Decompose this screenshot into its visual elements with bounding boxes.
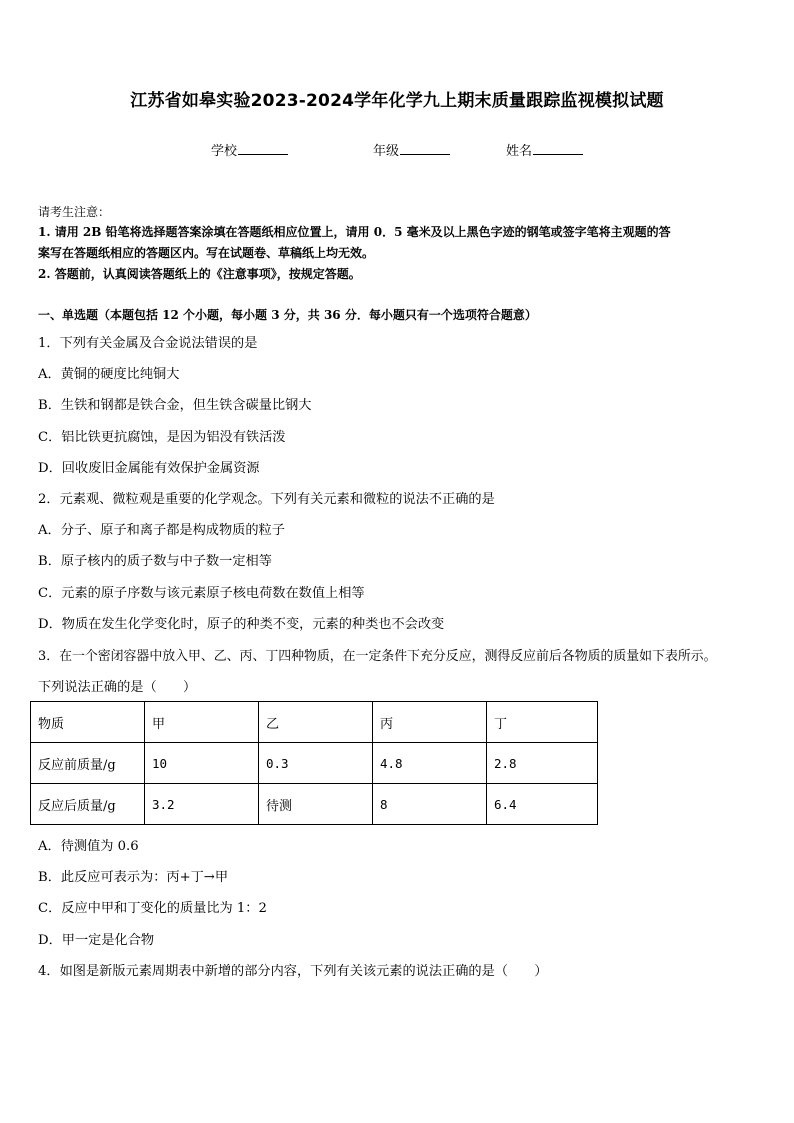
notice-item-1b: 案写在答题纸相应的答题区内。写在试题卷、草稿纸上均无效。 — [38, 246, 375, 260]
school-blank — [238, 142, 288, 155]
table-row — [31, 784, 598, 825]
q3-mass-table — [30, 701, 598, 825]
table-cell: 乙 — [259, 702, 373, 743]
q1-option-a: A．黄铜的硬度比纯铜大 — [38, 367, 180, 382]
grade-label: 年级 — [373, 144, 400, 159]
grade-blank — [400, 142, 450, 155]
q2-stem: 2．元素观、微粒观是重要的化学观念。下列有关元素和微粒的说法不正确的是 — [38, 492, 495, 507]
q2-option-a: A．分子、原子和离子都是构成物质的粒子 — [38, 523, 285, 538]
table-cell: 丙 — [373, 702, 487, 743]
table-cell: 待测 — [259, 784, 373, 825]
table-cell: 物质 — [31, 702, 145, 743]
table-cell: 10 — [145, 743, 259, 784]
q3-stem-line-1: 3．在一个密闭容器中放入甲、乙、丙、丁四种物质，在一定条件下充分反应，测得反应前后各物质的质量如下表所示。 — [38, 649, 717, 664]
table-cell: 0.3 — [259, 743, 373, 784]
q2-option-c: C．元素的原子序数与该元素原子核电荷数在数值上相等 — [38, 586, 365, 601]
table-cell: 丁 — [487, 702, 598, 743]
q3-stem-line-2: 下列说法正确的是（ ） — [38, 680, 197, 695]
exam-title: 江苏省如皋实验2023-2024学年化学九上期末质量跟踪监视模拟试题 — [130, 91, 664, 111]
name-blank — [533, 142, 583, 155]
q1-option-c: C．铝比铁更抗腐蚀，是因为铝没有铁活泼 — [38, 430, 286, 445]
table-cell: 8 — [373, 784, 487, 825]
notice-item-2: 2. 答题前，认真阅读答题纸上的《注意事项》，按规定答题。 — [38, 267, 361, 281]
q3-option-d: D．甲一定是化合物 — [38, 933, 155, 948]
name-field — [506, 140, 583, 159]
table-row — [31, 743, 598, 784]
notice-item-1a: 1. 请用 2B 铅笔将选择题答案涂填在答题纸相应位置上，请用 0．5 毫米及以上黑色字迹的钢笔或签字笔将主观题的答 — [38, 225, 671, 239]
notice-heading: 请考生注意： — [38, 205, 111, 219]
table-cell: 反应前质量/g — [31, 743, 145, 784]
name-label: 姓名 — [506, 144, 533, 159]
school-label: 学校 — [211, 144, 238, 159]
grade-field — [373, 140, 450, 159]
school-field — [211, 140, 288, 159]
table-cell: 4.8 — [373, 743, 487, 784]
q1-stem: 1．下列有关金属及合金说法错误的是 — [38, 336, 258, 351]
q3-option-c: C．反应中甲和丁变化的质量比为 1：2 — [38, 901, 267, 916]
table-cell: 反应后质量/g — [31, 784, 145, 825]
q2-option-d: D．物质在发生化学变化时，原子的种类不变，元素的种类也不会改变 — [38, 617, 445, 632]
table-cell: 3.2 — [145, 784, 259, 825]
table-cell: 甲 — [145, 702, 259, 743]
section-header: 一、单选题（本题包括 12 个小题，每小题 3 分，共 36 分．每小题只有一个选项符合题意） — [38, 308, 537, 322]
table-cell: 6.4 — [487, 784, 598, 825]
q2-option-b: B．原子核内的质子数与中子数一定相等 — [38, 554, 272, 569]
q4-stem: 4．如图是新版元素周期表中新增的部分内容，下列有关该元素的说法正确的是（ ） — [38, 964, 548, 979]
table-cell: 2.8 — [487, 743, 598, 784]
q3-option-a: A．待测值为 0.6 — [38, 839, 139, 854]
q3-option-b: B．此反应可表示为：丙+丁→甲 — [38, 870, 229, 885]
q1-option-b: B．生铁和钢都是铁合金，但生铁含碳量比钢大 — [38, 398, 312, 413]
q1-option-d: D．回收废旧金属能有效保护金属资源 — [38, 461, 260, 476]
table-header-row — [31, 702, 598, 743]
